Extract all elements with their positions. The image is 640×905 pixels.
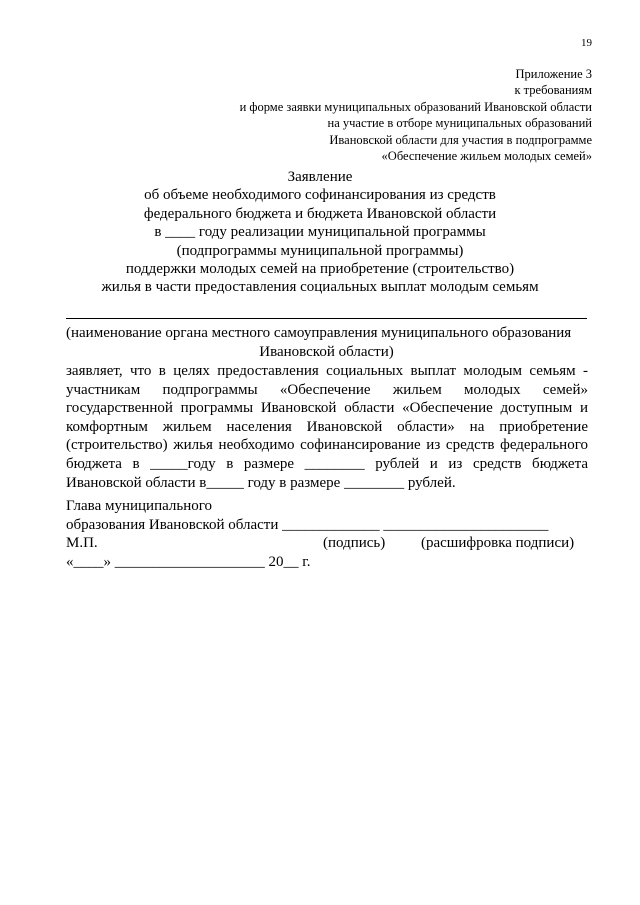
- organization-name-blank-line: [66, 318, 587, 319]
- appendix-line: Приложение 3: [515, 67, 592, 81]
- appendix-header: [172, 66, 592, 164]
- appendix-line: к требованиям: [514, 83, 592, 98]
- organization-caption-line: (наименование органа местного самоуправления муниципального образования: [66, 325, 572, 341]
- page-number: 19: [581, 37, 592, 49]
- appendix-line: на участие в отборе муниципальных образований: [327, 116, 592, 131]
- body-line: бюджета в _____году в размере ________ рублей и из средств бюджета: [66, 455, 588, 472]
- body-line: заявляет, что в целях предоставления социальных выплат молодым семьям -: [66, 363, 588, 379]
- body-line: комфортным жильем населения Ивановской области» на приобретение: [66, 418, 588, 435]
- organization-caption: [66, 324, 587, 361]
- body-line: Ивановской области в_____ году в размере ________ рублей.: [66, 474, 456, 491]
- signature-block: [66, 497, 588, 571]
- title-line: поддержки молодых семей на приобретение (строительство): [125, 261, 515, 278]
- signature-line: Глава муниципального: [66, 498, 213, 514]
- signature-captions-row: [66, 534, 588, 553]
- signature-line: образования Ивановской области _____________ ______________________: [66, 516, 549, 533]
- title-line: федерального бюджета и бюджета Ивановской области: [143, 205, 497, 222]
- appendix-line: и форме заявки муниципальных образований Ивановской области: [239, 99, 592, 114]
- appendix-line: Ивановской области для участия в подпрограмме: [329, 132, 592, 147]
- application-body: [66, 362, 588, 492]
- body-line: участникам подпрограммы «Обеспечение жильем молодых семей»: [66, 381, 588, 398]
- seal-label: М.П.: [66, 535, 98, 552]
- decode-caption: (расшифровка подписи): [421, 535, 575, 552]
- appendix-line: «Обеспечение жильем молодых семей»: [381, 149, 592, 164]
- title-line: (подпрограммы муниципальной программы): [176, 242, 464, 259]
- organization-caption-line: Ивановской области): [259, 343, 394, 360]
- title-line: об объеме необходимого софинансирования из средств: [144, 187, 496, 204]
- body-line: государственной программы Ивановской области «Обеспечение доступным и: [66, 400, 588, 417]
- body-line: (строительство) жилья необходимо софинансирование из средств федерального: [66, 437, 588, 454]
- signature-caption: (подпись): [323, 535, 386, 552]
- title-line: жилья в части предоставления социальных выплат молодым семьям: [101, 279, 539, 296]
- date-line: «____» ____________________ 20__ г.: [66, 553, 311, 570]
- title-line: в ____ году реализации муниципальной программы: [154, 224, 486, 241]
- document-title: [60, 168, 580, 297]
- title-line: Заявление: [287, 169, 353, 185]
